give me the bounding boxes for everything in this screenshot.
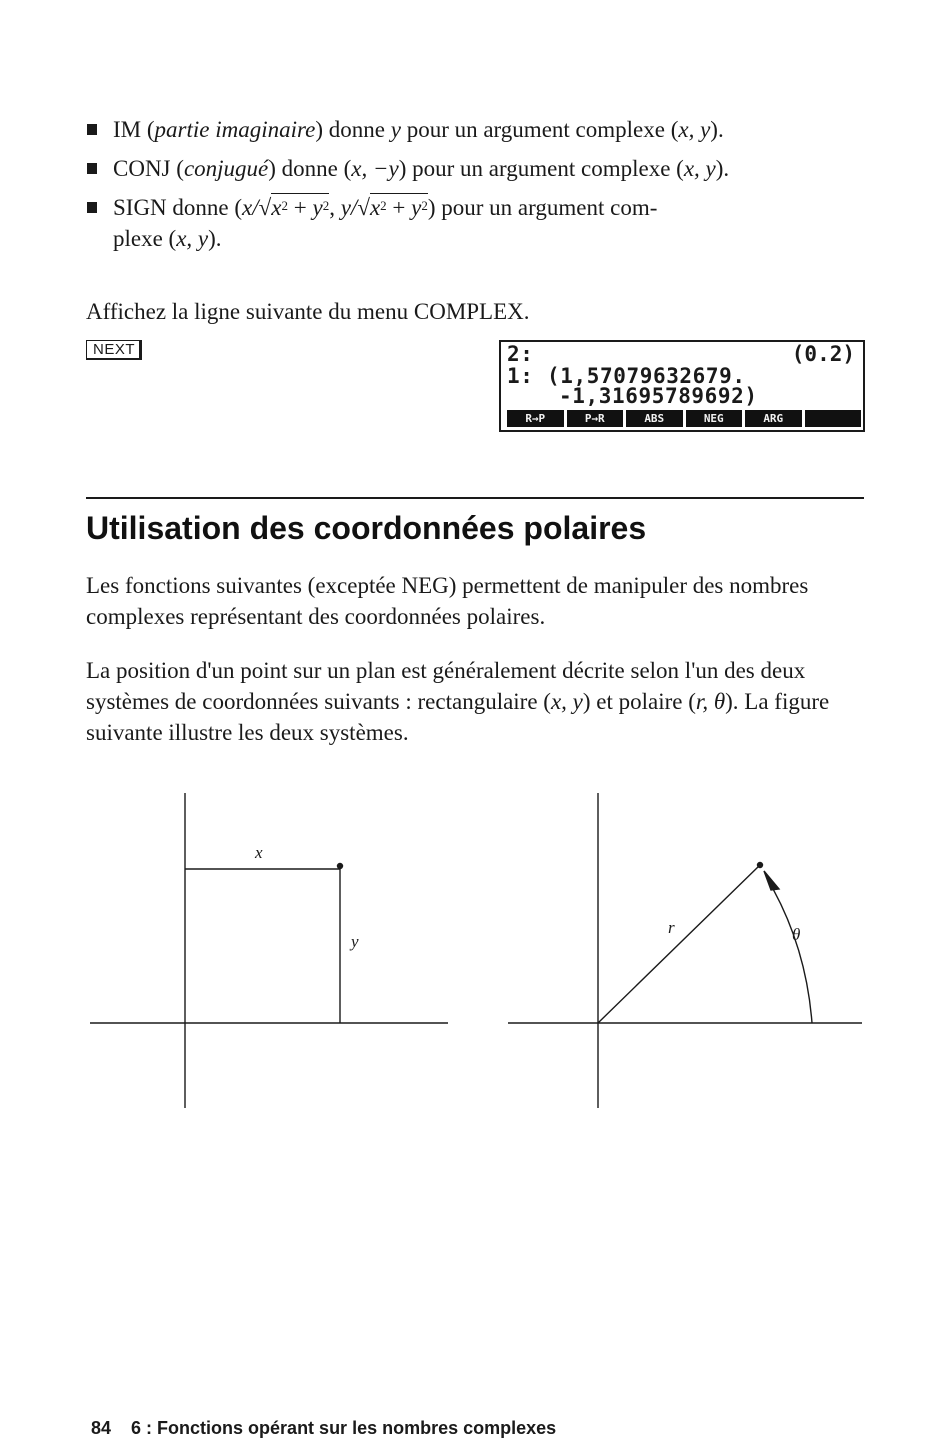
bullet-im: IM (partie imaginaire) donne y pour un argument complexe (x, y). [86,114,876,145]
polar-label-theta: θ [792,925,801,944]
rect-label-y: y [351,932,359,951]
page-number: 84 [91,1418,112,1438]
stack-level-2-value: (0.2) [791,342,855,366]
bullet-square-icon [87,163,97,174]
stack-level-2-label: 2: [507,342,534,366]
sqrt-expression: $x^2 + y^2$ [369,195,428,220]
text: donne ( [166,195,243,220]
math-var: x/ [242,195,259,220]
math-args: x, y [550,689,583,714]
chapter-title: 6 : Fonctions opérant sur les nombres complexes [131,1418,557,1438]
paragraph-coordinates [86,655,866,748]
rect-label-x: x [255,843,263,862]
menu-key-abs: ABS [626,410,683,427]
text: ). La figure suivante illustre les deux systèmes. [86,689,830,745]
bullet-conj: CONJ (conjugué) donne (x, −y) pour un argument complexe (x, y). [86,153,876,184]
page-footer [91,1416,556,1440]
math-var: y [390,117,401,142]
text: donne [323,117,391,142]
next-key: NEXT [86,340,142,360]
text: ). [710,117,724,142]
calculator-display [499,340,865,432]
text: ). [715,156,730,181]
function-gloss: partie imaginaire [154,117,316,142]
menu-key-neg: NEG [686,410,743,427]
text: ). [208,226,222,251]
paragraph-functions: Les fonctions suivantes (exceptée NEG) permettent de manipuler des nombres complexes représentant des coordonnées polaires. [86,573,809,629]
text: ) pour un argument complexe ( [398,156,684,181]
math-var: x [271,195,282,220]
bullet-square-icon [87,202,97,213]
text: La position d'un point sur un plan est généralement décrite selon l'un des deux systèmes de coordonnées suivants : rectangulaire ( [86,658,806,714]
menu-row [507,410,861,427]
math-var: x [369,195,381,220]
sqrt-expression: $x^2 + y^2$ [271,195,330,220]
math-var: x, −y [351,156,399,181]
text: pour un argument complexe ( [400,117,679,142]
menu-key-arg: ARG [745,410,802,427]
polar-radius [598,865,760,1023]
math-var: y [411,195,422,220]
polar-angle-arrowhead [764,871,779,890]
function-gloss: conjugué [183,156,269,181]
polar-point [758,863,763,868]
math-args: x, y [678,117,711,142]
function-name: SIGN [113,195,167,220]
coordinate-figure [0,780,950,1120]
text: plexe ( [113,226,177,251]
section-rule [86,497,864,499]
polar-angle-arc [768,880,812,1023]
text: , [329,195,341,220]
math-args: x, y [176,226,209,251]
polar-label-r: r [668,918,675,937]
math-args: r, θ [695,689,726,714]
polar-diagram [508,793,862,1108]
display-instruction: Affichez la ligne suivante du menu COMPLEX. [86,299,530,324]
math-args: x, y [683,156,716,181]
text: + [288,195,313,220]
menu-key-p-to-r: P→R [567,410,624,427]
function-name: CONJ [113,156,171,181]
bullet-list [86,114,876,262]
text: donne ( [275,156,352,181]
menu-key-r-to-p: R→P [507,410,564,427]
bullet-square-icon [87,124,97,135]
function-name: IM [113,117,142,142]
math-var: y [312,195,323,220]
stack-level-1-line1: (1,57079632679. [547,364,746,388]
stack-level-1-line2: -1,31695789692) [559,384,758,408]
section-heading: Utilisation des coordonnées polaires [86,510,647,546]
rectangular-diagram [90,793,448,1108]
bullet-sign: SIGN donne ($x/√x^2 + y^2$, $y/√x^2 + y^2$) pour un argument com- plexe (x, y). [86,192,876,254]
text: + [386,195,412,220]
math-var: y/ [340,195,358,220]
text: ) et polaire ( [582,689,696,714]
text: ) pour un argument com- [427,195,658,220]
menu-key-empty [805,410,862,427]
rect-point [338,864,343,869]
stack-level-1-label: 1: [507,364,534,388]
